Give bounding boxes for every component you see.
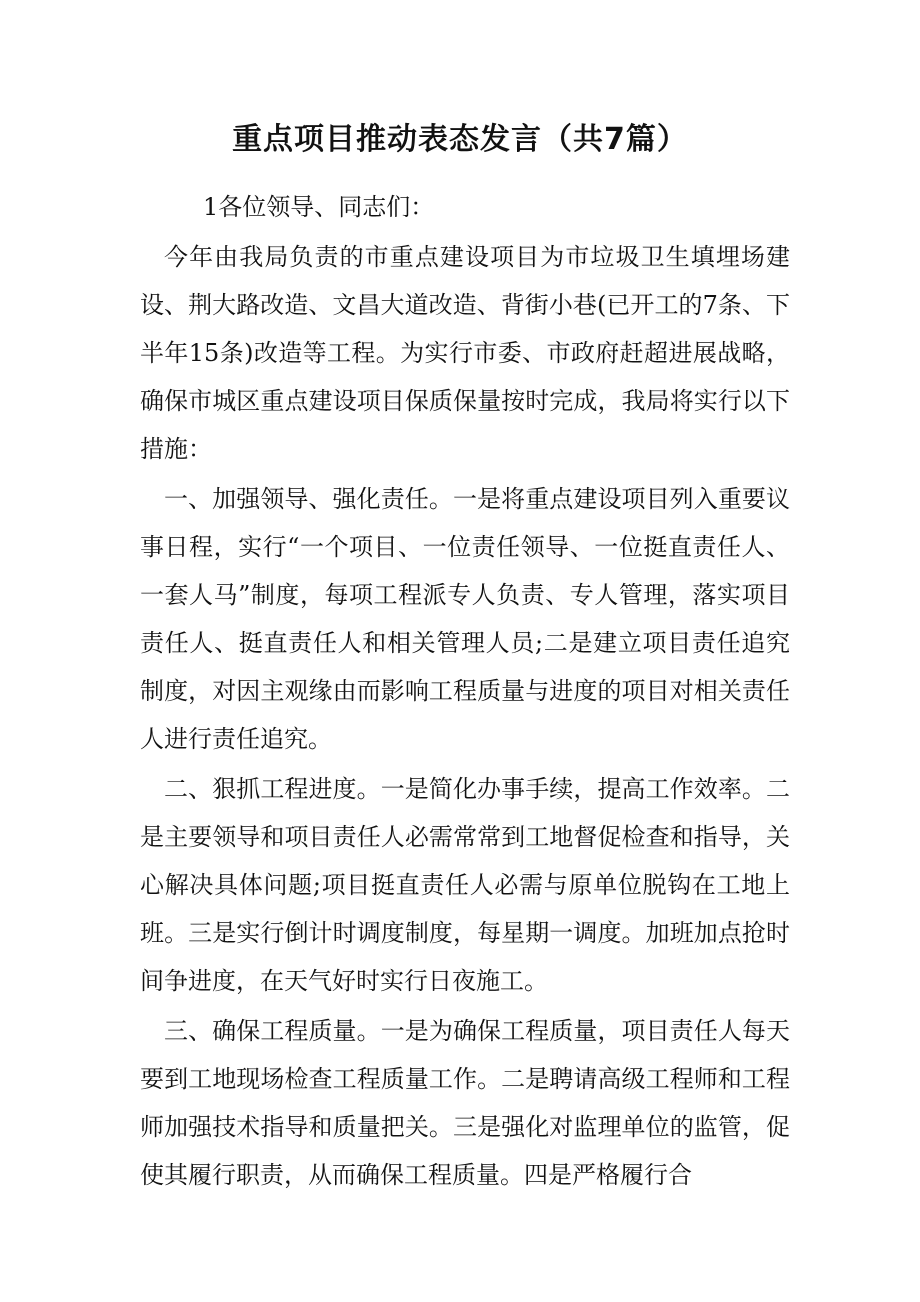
paragraph-leadership: 一、加强领导、强化责任。一是将重点建设项目列入重要议事日程，实行“一个项目、一位责任领导、一位挺直责任人、一套人马”制度，每项工程派专人负责、专人管理，落实项目责任人、挺直责任人和相关管理人员;二是建立项目责任追究制度，对因主观缘由而影响工程质量与进度的项目对相关责任人进行责任追究。 bbox=[140, 485, 790, 753]
paragraph-intro: 今年由我局负责的市重点建设项目为市垃圾卫生填埋场建设、荆大路改造、文昌大道改造、背街小巷(已开工的7条、下半年15条)改造等工程。为实行市委、市政府赶超进展战略，确保市城区重点建设项目保质保量按时完成，我局将实行以下措施： bbox=[140, 243, 790, 463]
document-title: 重点项目推动表态发言（共7篇） bbox=[232, 122, 688, 157]
paragraph-progress: 二、狠抓工程进度。一是简化办事手续，提高工作效率。二是主要领导和项目责任人必需常常到工地督促检查和指导，关心解决具体问题;项目挺直责任人必需与原单位脱钩在工地上班。三是实行倒计时调度制度，每星期一调度。加班加点抢时间争进度，在天气好时实行日夜施工。 bbox=[140, 775, 790, 995]
salutation: 1各位领导、同志们： bbox=[203, 193, 435, 221]
document-body bbox=[140, 183, 790, 1199]
paragraph-quality: 三、确保工程质量。一是为确保工程质量，项目责任人每天要到工地现场检查工程质量工作。二是聘请高级工程师和工程师加强技术指导和质量把关。三是强化对监理单位的监管，促使其履行职责，从而确保工程质量。四是严格履行合 bbox=[140, 1017, 790, 1189]
